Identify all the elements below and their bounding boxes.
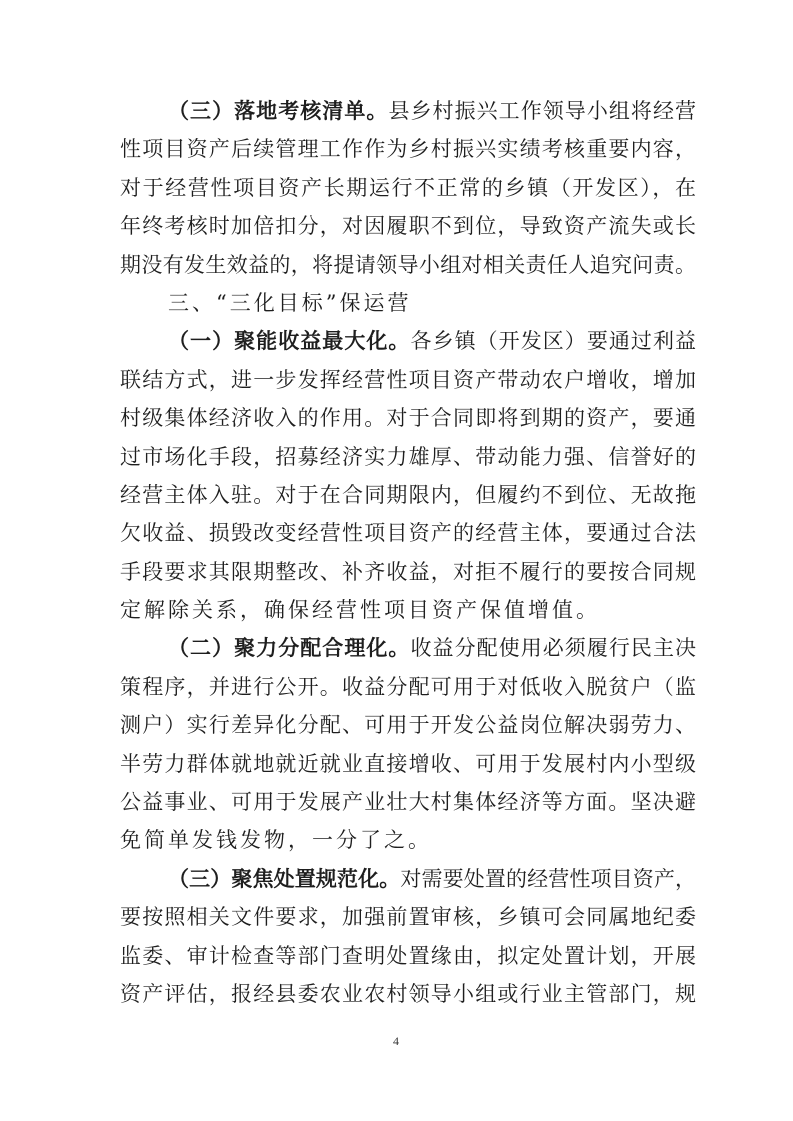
text-line: 手段要求其限期整改、补齐收益，对拒不履行的要按合同规 (120, 559, 696, 584)
text: 收益分配使用必须履行民主决 (410, 636, 697, 661)
text-line: 年终考核时加倍扣分，对因履职不到位，导致资产流失或长 (120, 214, 696, 239)
paragraph-lead: （一）聚能收益最大化。 (168, 328, 411, 354)
text: 县乡村振兴工作领导小组将经营 (388, 99, 697, 123)
text-line (120, 322, 696, 360)
text-line: 公益事业、可用于发展产业壮大村集体经济等方面。坚决避 (120, 790, 696, 815)
text-line: 测户）实行差异化分配、可用于开发公益岗位解决弱劳力、 (120, 713, 696, 738)
text-line: 性项目资产后续管理工作作为乡村振兴实绩考核重要内容， (120, 137, 696, 162)
text-line: 联结方式，进一步发挥经营性项目资产带动农户增收，增加 (120, 367, 696, 392)
text-line: 策程序，并进行公开。收益分配可用于对低收入脱贫户（监 (120, 674, 696, 699)
paragraph-maximize-income (120, 322, 696, 629)
document-body (120, 92, 696, 1013)
paragraph-distribution (120, 629, 696, 859)
paragraph-lead: （二）聚力分配合理化。 (168, 635, 411, 661)
text-line (120, 92, 696, 130)
text-line: 半劳力群体就地就近就业直接增收、可用于发展村内小型级 (120, 751, 696, 776)
paragraph-assessment-list (120, 92, 696, 284)
text: 对需要处置的经营性项目资产， (400, 866, 696, 891)
text-line: 欠收益、损毁改变经营性项目资产的经营主体，要通过合法 (120, 521, 696, 546)
paragraph-disposal (120, 860, 696, 1014)
text-line: 定解除关系，确保经营性项目资产保值增值。 (120, 598, 600, 623)
text-line: 经营主体入驻。对于在合同期限内，但履约不到位、无故拖 (120, 482, 696, 507)
text-line (120, 860, 696, 898)
text-line: 要按照相关文件要求，加强前置审核，乡镇可会同属地纪委 (120, 905, 696, 930)
page-number: 4 (393, 1034, 399, 1048)
text-line: 免简单发钱发物，一分了之。 (120, 828, 432, 853)
text-line: 村级集体经济收入的作用。对于合同即将到期的资产，要通 (120, 406, 696, 431)
text-line: 过市场化手段，招募经济实力雄厚、带动能力强、信誉好的 (120, 444, 696, 469)
text-line: 资产评估，报经县委农业农村领导小组或行业主管部门，规 (120, 981, 696, 1006)
text-line (120, 629, 696, 667)
text-line: 期没有发生效益的，将提请领导小组对相关责任人追究问责。 (120, 252, 696, 277)
text: 各乡镇（开发区）要通过利益 (410, 329, 697, 354)
section-heading: 三、“三化目标”保运营 (168, 290, 412, 315)
paragraph-lead: （三）聚焦处置规范化。 (168, 865, 401, 891)
text-line: 对于经营性项目资产长期运行不正常的乡镇（开发区），在 (120, 175, 696, 200)
paragraph-lead: （三）落地考核清单。 (168, 98, 389, 123)
text-line: 监委、审计检查等部门查明处置缘由，拟定处置计划，开展 (120, 943, 696, 968)
